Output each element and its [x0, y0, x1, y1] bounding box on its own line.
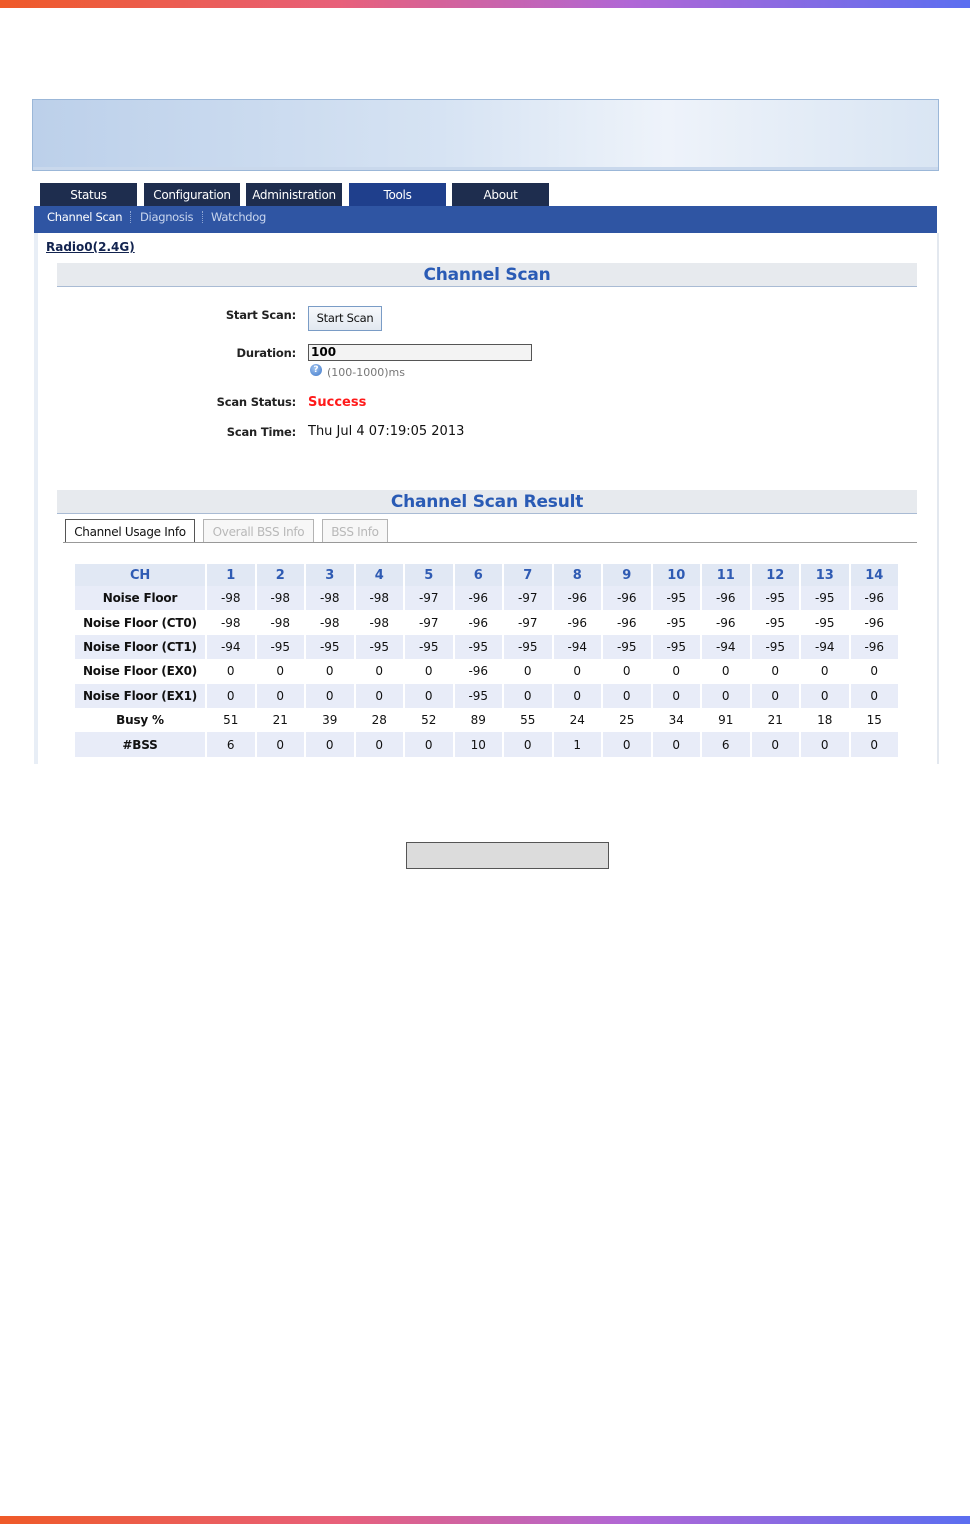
row-label: Noise Floor (CT1) [75, 635, 205, 659]
table-cell: -95 [801, 586, 849, 610]
table-cell: 0 [375, 664, 384, 679]
figure-caption-box [406, 842, 609, 869]
table-row [75, 659, 898, 683]
table-header-row [75, 564, 898, 586]
table-cell: -96 [455, 586, 503, 610]
scan-time-value: Thu Jul 4 07:19:05 2013 [308, 424, 465, 439]
tab-configuration[interactable]: Configuration [144, 183, 240, 206]
header-channel: 10 [653, 564, 701, 586]
table-cell: 0 [672, 664, 681, 679]
tab-about[interactable]: About [452, 183, 549, 206]
table-cell: 0 [752, 684, 800, 708]
table-cell: -97 [504, 586, 552, 610]
table-cell: -96 [567, 615, 588, 630]
tab-status[interactable]: Status [40, 183, 137, 206]
header-channel: 1 [207, 564, 255, 586]
table-cell: 0 [702, 684, 750, 708]
question-circle-icon: ? [310, 364, 322, 376]
table-cell: -94 [801, 635, 849, 659]
header-channel: 12 [752, 564, 800, 586]
header-channel: 9 [603, 564, 651, 586]
table-cell: -97 [418, 615, 439, 630]
channel-usage-table [73, 564, 900, 757]
table-row [75, 708, 898, 732]
scan-time-label: Scan Time: [226, 425, 296, 439]
table-cell: 0 [653, 684, 701, 708]
table-cell: -98 [319, 615, 340, 630]
table-cell: -95 [455, 635, 503, 659]
table-cell: 0 [356, 732, 404, 756]
duration-input[interactable]: 100 [308, 344, 532, 361]
table-cell: 0 [554, 684, 602, 708]
table-cell: 0 [504, 684, 552, 708]
table-cell: 0 [356, 684, 404, 708]
table-cell: 6 [702, 732, 750, 756]
duration-hint: (100-1000)ms [327, 366, 405, 379]
table-cell: 0 [603, 684, 651, 708]
table-cell: -95 [653, 586, 701, 610]
table-cell: 34 [668, 713, 684, 728]
table-cell: 0 [226, 664, 235, 679]
table-cell: -96 [603, 586, 651, 610]
table-cell: -95 [405, 635, 453, 659]
content-right-border [937, 233, 939, 764]
channel-scan-heading: Channel Scan [57, 263, 917, 287]
table-cell: 25 [619, 713, 635, 728]
subnav-channel-scan[interactable]: Channel Scan [47, 210, 123, 224]
scan-status-text: Success [308, 395, 367, 410]
tab-bss-info[interactable]: BSS Info [322, 519, 388, 543]
table-cell: -95 [257, 635, 305, 659]
table-cell: 39 [322, 713, 338, 728]
row-label: Busy % [116, 713, 164, 728]
table-cell: -96 [851, 635, 899, 659]
row-label: Noise Floor (EX0) [82, 664, 198, 679]
table-cell: -98 [220, 615, 241, 630]
table-cell: -95 [603, 635, 651, 659]
start-scan-button[interactable]: Start Scan [308, 306, 382, 331]
table-cell: -97 [405, 586, 453, 610]
table-cell: -98 [356, 586, 404, 610]
table-cell: -96 [864, 615, 885, 630]
row-label: #BSS [75, 732, 205, 756]
subnav-separator [130, 211, 131, 223]
header-ch: CH [75, 564, 205, 586]
header-channel: 7 [504, 564, 552, 586]
table-cell: -94 [207, 635, 255, 659]
header-channel: 11 [702, 564, 750, 586]
table-cell: -95 [752, 635, 800, 659]
table-cell: 0 [424, 664, 433, 679]
table-cell: -96 [702, 586, 750, 610]
table-cell: 0 [306, 684, 354, 708]
table-cell: 21 [767, 713, 783, 728]
table-cell: 0 [622, 664, 631, 679]
table-cell: 0 [820, 664, 829, 679]
tab-tools[interactable]: Tools [349, 183, 446, 206]
table-cell: 28 [371, 713, 387, 728]
table-cell: -95 [653, 635, 701, 659]
header-channel: 3 [306, 564, 354, 586]
table-cell: -98 [306, 586, 354, 610]
table-cell: 0 [603, 732, 651, 756]
table-cell: -94 [702, 635, 750, 659]
row-label: Noise Floor (CT0) [83, 615, 197, 630]
table-cell: 0 [257, 732, 305, 756]
table-cell: 6 [207, 732, 255, 756]
table-cell: 1 [554, 732, 602, 756]
table-cell: -98 [257, 586, 305, 610]
table-row [75, 732, 898, 756]
table-cell: 24 [569, 713, 585, 728]
table-cell: 18 [817, 713, 833, 728]
table-cell: -96 [554, 586, 602, 610]
table-cell: -98 [270, 615, 291, 630]
table-cell: -96 [468, 615, 489, 630]
table-cell: 51 [223, 713, 239, 728]
table-cell: -95 [666, 615, 687, 630]
table-cell: -95 [504, 635, 552, 659]
table-cell: 0 [801, 684, 849, 708]
row-label: Noise Floor [75, 586, 205, 610]
table-cell: 0 [653, 732, 701, 756]
table-cell: 0 [721, 664, 730, 679]
table-row [75, 610, 898, 634]
table-body [75, 586, 898, 757]
table-cell: -97 [517, 615, 538, 630]
table-cell: -95 [814, 615, 835, 630]
table-cell: -95 [356, 635, 404, 659]
table-cell: 10 [455, 732, 503, 756]
tabs-underline [63, 542, 917, 543]
table-cell: 0 [851, 732, 899, 756]
table-cell: 21 [272, 713, 288, 728]
table-cell: -96 [468, 664, 489, 679]
table-cell: 0 [573, 664, 582, 679]
table-cell: -95 [752, 586, 800, 610]
top-decorative-bar [0, 0, 970, 8]
table-cell: 0 [325, 664, 334, 679]
table-cell: 0 [405, 732, 453, 756]
router-admin-screenshot [32, 99, 939, 764]
subnav-watchdog[interactable]: Watchdog [211, 210, 267, 224]
table-cell: -98 [207, 586, 255, 610]
header-channel: 5 [405, 564, 453, 586]
table-cell: 89 [470, 713, 486, 728]
table-cell: 0 [851, 684, 899, 708]
header-channel: 4 [356, 564, 404, 586]
header-channel: 14 [851, 564, 899, 586]
channel-scan-result-heading: Channel Scan Result [57, 490, 917, 514]
table-cell: -94 [554, 635, 602, 659]
table-cell: -95 [306, 635, 354, 659]
table-cell: -98 [369, 615, 390, 630]
table-cell: -96 [715, 615, 736, 630]
tab-administration[interactable]: Administration [246, 183, 342, 206]
table-cell: 0 [257, 684, 305, 708]
table-cell: 55 [520, 713, 536, 728]
subnav-diagnosis[interactable]: Diagnosis [140, 210, 194, 224]
table-cell: 0 [771, 664, 780, 679]
tab-overall-bss-info[interactable]: Overall BSS Info [203, 519, 314, 543]
table-cell: 15 [866, 713, 882, 728]
row-label: Noise Floor (EX1) [75, 684, 205, 708]
duration-label: Duration: [236, 346, 296, 360]
header-channel: 6 [455, 564, 503, 586]
tab-channel-usage-info[interactable]: Channel Usage Info [65, 519, 195, 543]
table-cell: -95 [765, 615, 786, 630]
start-scan-label: Start Scan: [225, 308, 296, 322]
scan-status-label: Scan Status: [216, 395, 296, 409]
header-channel: 2 [257, 564, 305, 586]
content-left-border [34, 233, 38, 764]
table-cell: 0 [306, 732, 354, 756]
table-row [75, 586, 898, 610]
table-cell: 0 [405, 684, 453, 708]
table-row [75, 635, 898, 659]
table-cell: 91 [718, 713, 734, 728]
table-cell: 0 [504, 732, 552, 756]
table-cell: -96 [616, 615, 637, 630]
header-banner [32, 99, 939, 171]
scan-status-value [308, 395, 366, 410]
table-cell: 0 [207, 684, 255, 708]
table-cell: 52 [421, 713, 437, 728]
table-cell: -96 [851, 586, 899, 610]
table-cell: 0 [801, 732, 849, 756]
subnav-separator [202, 211, 203, 223]
table-cell: -95 [455, 684, 503, 708]
table-cell: 0 [523, 664, 532, 679]
table-cell: 0 [870, 664, 879, 679]
table-cell: 0 [752, 732, 800, 756]
bottom-decorative-bar [0, 1516, 970, 1524]
table-cell: 0 [276, 664, 285, 679]
header-channel: 13 [801, 564, 849, 586]
table-row [75, 684, 898, 708]
radio-link[interactable]: Radio0(2.4G) [46, 240, 135, 254]
header-channel: 8 [554, 564, 602, 586]
sub-nav [34, 206, 937, 233]
